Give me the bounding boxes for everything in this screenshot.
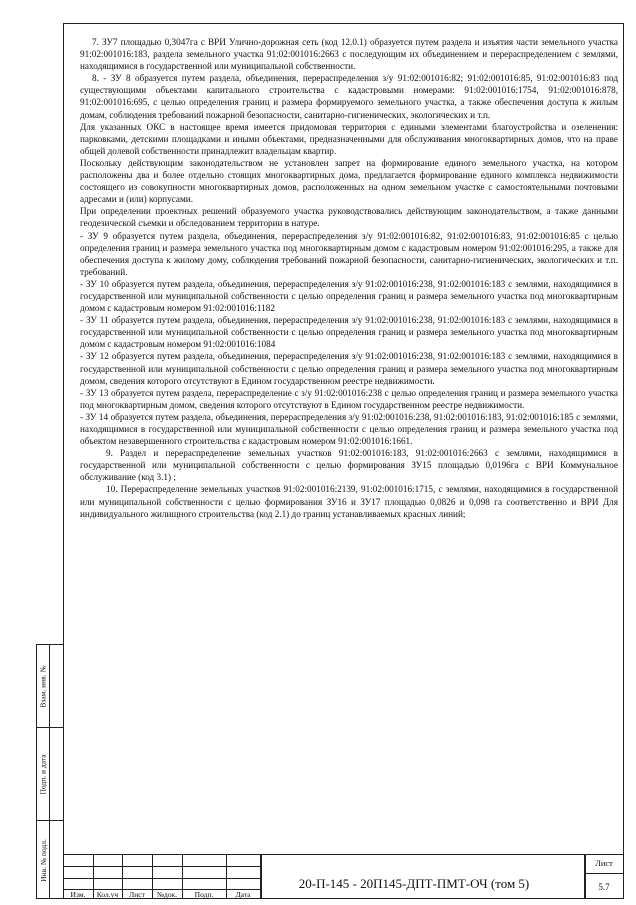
inv-no-label: Взам. инв. № [38, 664, 48, 708]
col-izm: Изм. [70, 890, 86, 899]
sign-date-label: Подп. и дата [38, 753, 48, 795]
paragraph: 8. - ЗУ 8 образуется путем раздела, объединения, перераспределения з/у 91:02:001016:82; 91:02:001016:85, 91:02:001016:83 под существующими объектами капитального строительства с кадастровыми номерами: 91:02:001016:1754, 91:02:001016:878, 91:02:001016:695, с целью определения границ и размера формируемого земельного участка, а также обеспечения доступа к жилым домам, соблюдения требований пожарной безопасности, санитарно-гигиенических, экологических и т.п. [80, 73, 618, 120]
paragraph: Для указанных ОКС в настоящее время имеется придомовая территория с едиными элементами благоустройства и озеленения: парковками, детскими площадками и иными объектами, предназначенными для обслуживания многоквартирных домов, что на праве общей долевой собственности принадлежит владельцам квартир. [80, 121, 618, 156]
sheet-number: 5.7 [598, 882, 610, 892]
paragraph: При определении проектных решений образуемого участка руководствовались действующим законодательством, а также данными геодезической съемки и обследованием территории в натуре. [80, 206, 618, 229]
col-data: Дата [235, 890, 251, 899]
binding-strip-divider [49, 644, 50, 899]
paragraph: - ЗУ 13 образуется путем раздела, перераспределение с з/у 91:02:001016:238 с целью определения границ и размера земельного участка под многоквартирным домом, сведения которого отсутствуют в Едином государственном реестре недвижимости. [80, 387, 618, 410]
paragraph: - ЗУ 11 образуется путем раздела, объединения, перераспределения з/у 91:02:001016:238, 91:02:001016:183 с землями, находящимися в государственной или муниципальной собственности с целью определения границ и размера земельного участка под многоквартирным домом с кадастровым номером 91:02:001016:1084 [80, 315, 618, 350]
strip-separator [36, 820, 63, 821]
col-list: Лист [129, 890, 145, 899]
paragraph: Поскольку действующим законодательством не установлен запрет на формирование единого земельного участка, на котором расположены два и более отдельно стоящих многоквартирных дома, предлагается формирование единого комплекса недвижимости состоящего из совокупности многоквартирных домов, расположенных на одном земельном участке с самостоятельными почтовыми адресами и (или) корпусами. [80, 157, 618, 205]
col-podp: Подп. [194, 890, 214, 899]
paragraph: - ЗУ 9 образуется путем раздела, объединения, перераспределения з/у 91:02:001016:82, 91:02:001016:83, 91:02:001016:85 с целью определения границ и размера земельного участка под многоквартирным домом с кадастровым номером 91:02:001016:295, а также для обеспечения доступа к жилому дому, соблюдения требований пожарной безопасности, санитарно-гигиенических, экологических и т.п. требований. [80, 230, 618, 277]
paragraph: 7. ЗУ7 площадью 0,3047га с ВРИ Улично-дорожная сеть (код 12.0.1) образуется путем раздела и изъятия части земельного участка 91:02:001016:183, раздела земельного участка 91:02:001016:2663 с последующим их объединением и перераспределением с землями, находящимися в государственной или муниципальной собственности. [80, 37, 618, 72]
col-ndok: №док. [156, 890, 178, 899]
document-body [80, 36, 618, 520]
col-kol-uch: Кол.уч [96, 890, 119, 899]
document-code: 20-П-145 - 20П145-ДПТ-ПМТ-ОЧ (том 5) [298, 876, 530, 891]
paragraph: 10. Перераспределение земельных участков 91:02:001016:2139, 91:02:001016:1715, с землями, находящимися в государственной или муниципальной собственности с целью формирования ЗУ16 и ЗУ17 площадью 0,0826 и 0,098 га соответственно и ВРИ Для индивидуального жилищного строительства (код 2.1) до границ устанавливаемых красных линий; [80, 484, 618, 519]
strip-separator [36, 727, 63, 728]
inv-podl-label: Инв. № подл. [38, 838, 48, 882]
sheet-label: Лист [595, 858, 613, 868]
paragraph: 9. Раздел и перераспределение земельных участков 91:02:001016:183, 91:02:001016:2663 с землями, находящимися в государственной или муниципальной собственности с целью формирования ЗУ15 площадью 0,0196га с ВРИ Коммунальное обслуживание (код 3.1) ; [80, 448, 618, 483]
paragraph: - ЗУ 14 образуется путем раздела, объединения, перераспределения з/у 91:02:001016:238, 91:02:001016:183, 91:02:001016:185 с землями, находящимися в государственной или муниципальной собственности с целью определения границ и размера земельного участка под объектом незавершенного строительства с кадастровым номером 91:02:001016:1661. [80, 411, 618, 447]
paragraph: - ЗУ 10 образуется путем раздела, объединения, перераспределения з/у 91:02:001016:238, 91:02:001016:183 с землями, находящимися в государственной или муниципальной собственности с целью определения границ и размера земельного участка под многоквартирным домом с кадастровым номером 91:02:001016:1182 [80, 278, 618, 314]
paragraph: - ЗУ 12 образуется путем раздела, объединения, перераспределения з/у 91:02:001016:238, 91:02:001016:183 с землями, находящимися в государственной или муниципальной собственности с целью определения границ и размера земельного участка под многоквартирным домом, сведения которого отсутствуют в Едином государственном реестре недвижимости. [80, 351, 618, 386]
